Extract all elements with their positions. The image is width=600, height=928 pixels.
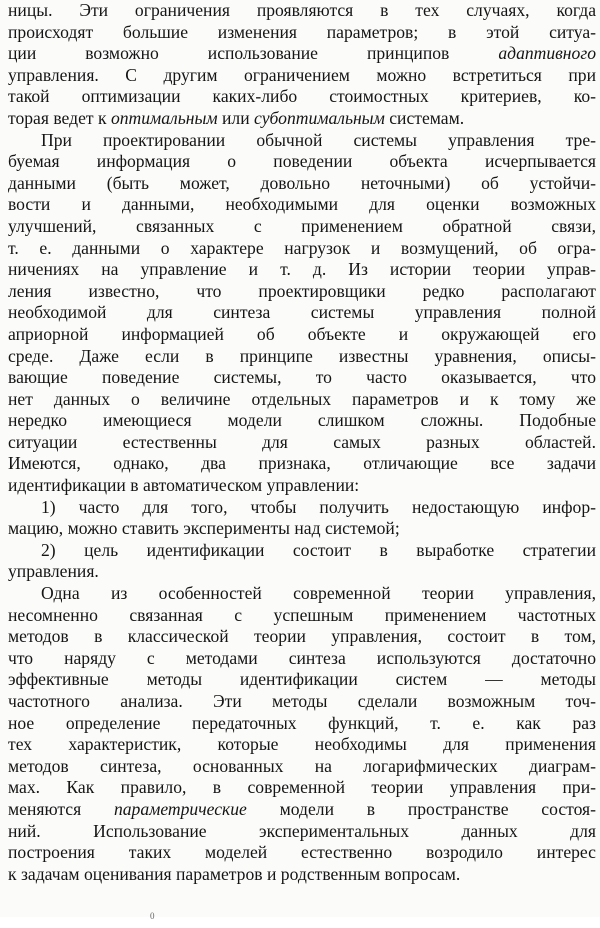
italic-term: субоптимальным — [254, 107, 385, 128]
text-run: эффективные методы идентификации систем — методы — [8, 669, 596, 690]
text-line — [8, 691, 596, 713]
text-line — [8, 713, 596, 735]
text-run: тех характеристик, которые необходимы для применения — [8, 734, 596, 755]
text-run: происходят большие изменения параметров; в этой ситуа- — [8, 21, 596, 42]
text-line — [8, 734, 596, 756]
text-line — [8, 669, 596, 691]
text-line — [8, 518, 596, 540]
text-line — [8, 346, 596, 368]
text-line — [8, 151, 596, 173]
italic-term: адаптивного — [498, 43, 596, 64]
page-text-body — [8, 0, 596, 885]
text-run: построения таких моделей естественно возродило интерес — [8, 842, 596, 863]
text-run: мах. Как правило, в современной теории управления при- — [8, 777, 596, 798]
text-run: ления известно, что проектировщики редко располагают — [8, 280, 596, 301]
text-line — [8, 540, 596, 562]
text-run: нет данных о величине отдельных параметров и к тому же — [8, 388, 596, 409]
text-run: торая ведет к — [8, 107, 111, 128]
text-line — [8, 86, 596, 108]
text-line — [8, 453, 596, 475]
text-line — [8, 842, 596, 864]
text-line — [8, 22, 596, 44]
text-line — [8, 821, 596, 843]
italic-term: оптимальным — [110, 107, 218, 128]
text-run: 1) часто для того, чтобы получить недостающую инфор- — [41, 496, 596, 517]
text-line — [8, 259, 596, 281]
text-line — [8, 777, 596, 799]
text-run: улучшений, связанных с применением обратной связи, — [8, 215, 596, 236]
text-line — [8, 626, 596, 648]
text-line — [8, 130, 596, 152]
text-run: ситуации естественны для самых разных областей. — [8, 431, 596, 452]
text-run: что наряду с методами синтеза используются достаточно — [8, 647, 596, 668]
text-run: системам. — [384, 107, 465, 128]
text-line — [8, 367, 596, 389]
text-run: ное определение передаточных функций, т. е. как раз — [8, 712, 596, 733]
text-line — [8, 0, 596, 22]
text-line — [8, 324, 596, 346]
text-run: меняются — [8, 798, 114, 819]
text-line — [8, 65, 596, 87]
text-run: такой оптимизации каких-либо стоимостных критериев, ко- — [8, 86, 596, 107]
text-run: среде. Даже если в принципе известны уравнения, описы- — [8, 345, 596, 366]
italic-term: параметрические — [113, 798, 247, 819]
text-line — [8, 410, 596, 432]
text-line — [8, 799, 596, 821]
text-line — [8, 108, 596, 130]
text-run: управления. С другим ограничением можно встретиться при — [8, 64, 596, 85]
text-run: 2) цель идентификации состоит в выработке стратегии — [41, 539, 596, 560]
text-run: или — [217, 107, 255, 128]
text-run: несомненно связанная с успешным применением частотных — [8, 604, 596, 625]
text-line — [8, 583, 596, 605]
text-run: При проектировании обычной системы управления тре- — [41, 129, 596, 150]
text-line — [8, 389, 596, 411]
text-run: к задачам оценивания параметров и родственным вопросам. — [8, 863, 461, 884]
text-line — [8, 605, 596, 627]
text-run: методов синтеза, основанных на логарифмических диаграм- — [8, 755, 596, 776]
page-footer-mark: 0 — [150, 911, 155, 921]
text-run: модели в пространстве состоя- — [246, 798, 596, 819]
text-run: частотного анализа. Эти методы сделали возможным точ- — [8, 691, 596, 711]
text-run: ницы. Эти ограничения проявляются в тех случаях, когда — [8, 0, 596, 20]
text-run: нередко имеющиеся модели слишком сложны. Подобные — [8, 410, 596, 431]
text-run: ний. Использование экспериментальных данных для — [8, 820, 596, 841]
text-line — [8, 238, 596, 260]
text-run: Имеются, однако, два признака, отличающие все задачи — [8, 453, 596, 474]
text-run: данными (быть может, довольно неточными) об устойчи- — [8, 172, 596, 193]
text-line — [8, 194, 596, 216]
text-line — [8, 281, 596, 303]
text-run: вающие поведение системы, то часто оказывается, что — [8, 367, 596, 388]
text-run: ции возможно использование принципов — [8, 43, 499, 64]
text-run: априорной информацией об объекте и окружающей его — [8, 323, 596, 344]
text-line — [8, 497, 596, 519]
text-run: идентификации в автоматическом управлении: — [8, 475, 360, 496]
text-run: управления. — [8, 561, 99, 582]
text-line — [8, 561, 596, 583]
text-run: вости и данными, необходимыми для оценки возможных — [8, 194, 596, 215]
text-run: ничениях на управление и т. д. Из истории теории управ- — [8, 259, 596, 280]
text-run: методов в классической теории управления, состоит в том, — [8, 626, 596, 647]
text-run: мацию, можно ставить эксперименты над системой; — [8, 518, 400, 539]
text-run: Одна из особенностей современной теории управления, — [41, 583, 596, 604]
text-run: необходимой для синтеза системы управления полной — [8, 302, 596, 323]
text-line — [8, 432, 596, 454]
text-line — [8, 864, 596, 886]
text-run: т. е. данными о характере нагрузок и возмущений, об огра- — [8, 237, 596, 258]
text-line — [8, 216, 596, 238]
text-line — [8, 475, 596, 497]
text-line — [8, 43, 596, 65]
text-line — [8, 302, 596, 324]
text-line — [8, 756, 596, 778]
text-run: буемая информация о поведении объекта исчерпывается — [8, 151, 596, 172]
text-line — [8, 173, 596, 195]
text-line — [8, 648, 596, 670]
